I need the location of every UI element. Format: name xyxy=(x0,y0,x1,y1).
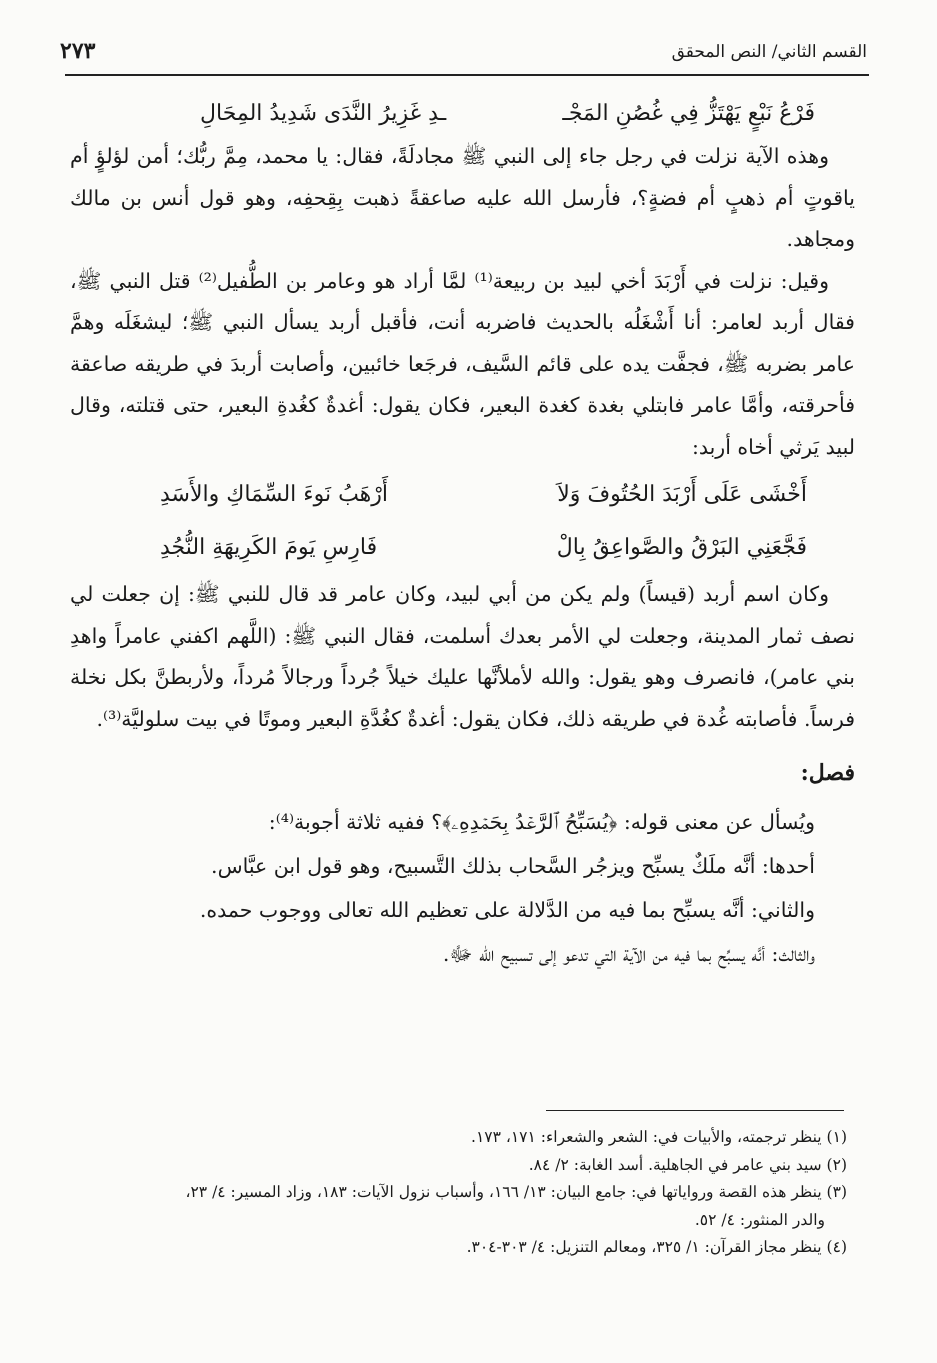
paragraph: وقيل: نزلت في أَرْبَدَ أخي لبيد بن ربيعة⁽¹⁾ لمَّا أراد هو وعامر بن الطُّفيل⁽²⁾ قتل النبي ﷺ، فقال أربد لعامر: أنا أَشْغَلُه بالحديث فاضربه أنت، فأقبل أربد يسأل النبي ﷺ؛ ليشغَلَه وهمَّ عامر بضربه ﷺ، فجفَّت يده على قائم السَّيف، فرجَعا خائبين، وأصابت أربدَ في طريقه صاعقة فأحرقته، وأمَّا عامر فابتلي بغدة كغدة البعير، فكان يقول: أغدةٌ كغُدةِ البعير، حتى قتلته، وقال لبيد يَرثي أخاه أربد: xyxy=(70,268,855,459)
verse-first-hemistich: أَخْشَى عَلَى أَرْبَدَ الحُتُوفَ وَلاَ xyxy=(557,482,807,507)
paragraph: وهذه الآية نزلت في رجل جاء إلى النبي ﷺ مجادلَةً، فقال: يا محمد، مِمَّ ربُّك؛ أمن لؤلؤٍ أم ياقوتٍ أم ذهبٍ أم فضةٍ؟، فأرسل الله عليه صاعقةً ذهبت بِقِحفِه، وهو قول أنس بن مالك ومجاهد. xyxy=(70,144,855,251)
page-number: ٢٧٣ xyxy=(60,38,96,64)
verse-line xyxy=(70,521,855,574)
verse-first-hemistich: فَرْعُ نَبْعٍ يَهْتَزُّ فِي غُصُنِ المَجْـ xyxy=(562,101,815,126)
footnote: (٢) سيد بني عامر في الجاهلية. أسد الغابة: ٢/ ٨٤. xyxy=(528,1155,847,1174)
footnotes xyxy=(58,1124,847,1262)
verse-second-hemistich: فَارِسِ يَومَ الكَرِيهَةِ النُّجُدِ xyxy=(160,535,378,560)
footnote: (٤) ينظر مجاز القرآن: ١/ ٣٢٥، ومعالم التنزيل: ٤/ ٣٠٣-٣٠٤. xyxy=(466,1238,847,1256)
page-header xyxy=(60,38,867,68)
paragraph: وكان اسم أربد (قيساً) ولم يكن من أبي لبيد، وكان عامر قد قال للنبي ﷺ: إن جعلت لي نصف ثمار المدينة، وجعلت لي الأمر بعدك أسلمت، فقال النبي ﷺ: (اللَّهم اكفني عامراً واهدِ بني عامر)، فانصرف وهو يقول: والله لأملأنَّها عليك خيلاً جُرداً ورجالاً مُرداً، ولأربطنَّ بكل نخلة فرساً. فأصابته غُدة في طريقه ذلك، فكان يقول: أغدةٌ كغُدَّةِ البعير وموتًا في بيت سلوليَّة⁽³⁾. xyxy=(70,582,855,731)
header-rule xyxy=(65,74,869,76)
answer-item: والثاني: أنَّه يسبِّح بما فيه من الدَّلالة على تعظيم الله تعالى ووجوب حمده. xyxy=(199,898,815,922)
verse-line xyxy=(70,92,855,136)
verse-second-hemistich: أَرْهَبُ نَوءَ السِّمَاكِ والأَسَدِ xyxy=(160,482,389,507)
footnote-rule xyxy=(546,1110,844,1111)
answer-item: والثالث: أنَّه يسبِّح بما فيه من الآية التي تدعو إلى تسبيح الله ﷻ. xyxy=(442,942,815,966)
running-head: القسم الثاني/ النص المحقق xyxy=(671,42,867,62)
footnote: (١) ينظر ترجمته، والأبيات في: الشعر والشعراء: ١٧١، ١٧٣. xyxy=(471,1128,847,1146)
verse-second-hemistich: ـدِ غَزِيرُ النَّدَى شَدِيدُ المِحَالِ xyxy=(200,101,447,126)
main-text xyxy=(70,92,855,976)
section-question: ويُسأل عن معنى قوله: ﴿يُسَبِّحُ ٱلرَّعۡدُ بِحَمۡدِهِۦ﴾؟ ففيه ثلاثة أجوبة⁽⁴⁾: xyxy=(268,810,815,834)
verse-first-hemistich: فَجَّعَنِي البَرْقُ والصَّواعِقُ بِالْ xyxy=(556,535,807,560)
footnote-continuation: والدر المنثور: ٤/ ٥٢. xyxy=(694,1210,825,1229)
verse-line xyxy=(70,468,855,521)
footnote: (٣) ينظر هذه القصة ورواياتها في: جامع البيان: ١٣/ ١٦٦، وأسباب نزول الآيات: ١٨٣، وزاد المسير: ٤/ ٢٣، xyxy=(185,1183,847,1201)
answer-item: أحدها: أنَّه ملَكٌ يسبِّح ويزجُر السَّحاب بذلك التَّسبيح، وهو قول ابن عبَّاس. xyxy=(211,854,815,878)
section-title: فصل: xyxy=(800,760,855,786)
